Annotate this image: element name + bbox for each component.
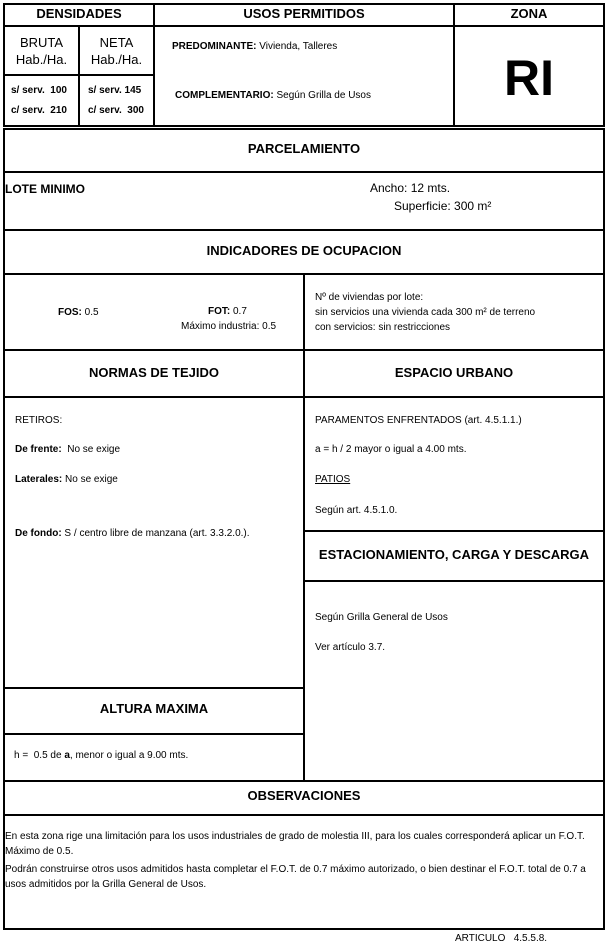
laterales xyxy=(15,474,118,486)
neta-s-serv: s/ serv. 145 xyxy=(88,85,142,96)
neta-label: NETA xyxy=(99,35,134,50)
fot-label: FOT: xyxy=(208,306,231,317)
zona-code: RI xyxy=(504,50,554,106)
bruta-values-cell xyxy=(3,74,80,127)
laterales-value: No se exige xyxy=(62,474,118,485)
neta-cell xyxy=(78,25,155,76)
bruta-cell xyxy=(3,25,80,76)
parcelamiento-title: PARCELAMIENTO xyxy=(247,141,361,156)
indicadores-title: INDICADORES DE OCUPACION xyxy=(206,243,402,258)
altura-text-bold: a xyxy=(64,750,70,761)
superficie: Superficie: 300 m² xyxy=(394,199,492,213)
obs-p1-line1: En esta zona rige una limitación para los usos industriales de grado de molestia III, para los cuales corresponderá aplicar un F.O.T. xyxy=(5,831,585,842)
frente-label: De frente: xyxy=(15,444,62,455)
laterales-label: Laterales: xyxy=(15,474,63,485)
segun-art: Según art. 4.5.1.0. xyxy=(315,505,398,516)
estacionamiento-title: ESTACIONAMIENTO, CARGA Y DESCARGA xyxy=(318,547,590,562)
de-fondo xyxy=(15,528,250,540)
fos-value: 0.5 xyxy=(81,307,99,318)
estacionamiento-body-cell xyxy=(303,580,605,782)
predominante-label: PREDOMINANTE: xyxy=(172,41,257,52)
fos xyxy=(58,307,99,319)
normas-body-cell xyxy=(3,396,305,689)
de-frente xyxy=(15,444,120,456)
viviendas-line3: con servicios: sin restricciones xyxy=(315,322,451,333)
estacionamiento-line2: Ver artículo 3.7. xyxy=(315,642,386,653)
densidades-header: DENSIDADES xyxy=(36,6,122,21)
altura-text xyxy=(14,750,188,762)
bruta-label: BRUTA xyxy=(19,35,64,50)
neta-values-cell xyxy=(78,74,155,127)
predominante xyxy=(172,41,337,53)
lote-minimo: LOTE MINIMO xyxy=(5,182,85,196)
bruta-unit: Hab./Ha. xyxy=(15,52,68,67)
fondo-label: De fondo: xyxy=(15,528,62,539)
ancho: Ancho: 12 mts. xyxy=(370,181,451,195)
zona-header: ZONA xyxy=(510,6,548,21)
altura-maxima-title: ALTURA MAXIMA xyxy=(99,701,209,716)
bruta-s-serv: s/ serv. 100 xyxy=(11,85,67,96)
estacionamiento-line1: Según Grilla General de Usos xyxy=(315,612,448,623)
obs-p2-line2: usos admitidos por la Grilla General de Usos. xyxy=(5,879,207,890)
espacio-urbano-title: ESPACIO URBANO xyxy=(394,365,514,380)
bruta-c-serv: c/ serv. 210 xyxy=(11,105,67,116)
obs-p1-line2: Máximo de 0.5. xyxy=(5,846,74,857)
complementario xyxy=(175,90,371,102)
complementario-value: Según Grilla de Usos xyxy=(273,90,371,101)
patios: PATIOS xyxy=(315,474,351,485)
articulo-reference: ARTICULO 4.5.5.8. xyxy=(455,933,548,944)
predominante-value: Vivienda, Talleres xyxy=(256,41,338,52)
altura-text-pre: h = 0.5 de xyxy=(14,750,65,761)
fondo-value: S / centro libre de manzana (art. 3.3.2.0.). xyxy=(61,528,250,539)
frente-value: No se exige xyxy=(61,444,121,455)
neta-unit: Hab./Ha. xyxy=(90,52,143,67)
fot xyxy=(208,306,247,318)
complementario-label: COMPLEMENTARIO: xyxy=(175,90,274,101)
altura-text-post: , menor o igual a 9.00 mts. xyxy=(69,750,189,761)
indicadores-left-cell xyxy=(3,273,305,351)
fot-value: 0.7 xyxy=(230,306,247,317)
viviendas-line2: sin servicios una vivienda cada 300 m² de terreno xyxy=(315,307,536,318)
retiros: RETIROS: xyxy=(15,415,63,426)
parcelamiento-body-cell xyxy=(3,171,605,231)
paramentos: PARAMENTOS ENFRENTADOS (art. 4.5.1.1.) xyxy=(315,415,522,426)
normas-tejido-title: NORMAS DE TEJIDO xyxy=(88,365,219,380)
formula: a = h / 2 mayor o igual a 4.00 mts. xyxy=(315,444,467,455)
usos-permitidos-header: USOS PERMITIDOS xyxy=(243,6,365,21)
observaciones-title: OBSERVACIONES xyxy=(247,788,361,803)
fos-label: FOS: xyxy=(58,307,82,318)
neta-c-serv: c/ serv. 300 xyxy=(88,105,144,116)
maximo-industria: Máximo industria: 0.5 xyxy=(181,321,277,332)
viviendas-line1: Nº de viviendas por lote: xyxy=(315,292,424,303)
obs-p2-line1: Podrán construirse otros usos admitidos hasta completar el F.O.T. de 0.7 máximo autorizado, o bien destinar el F.O.T. total de 0.7 a xyxy=(5,864,586,875)
